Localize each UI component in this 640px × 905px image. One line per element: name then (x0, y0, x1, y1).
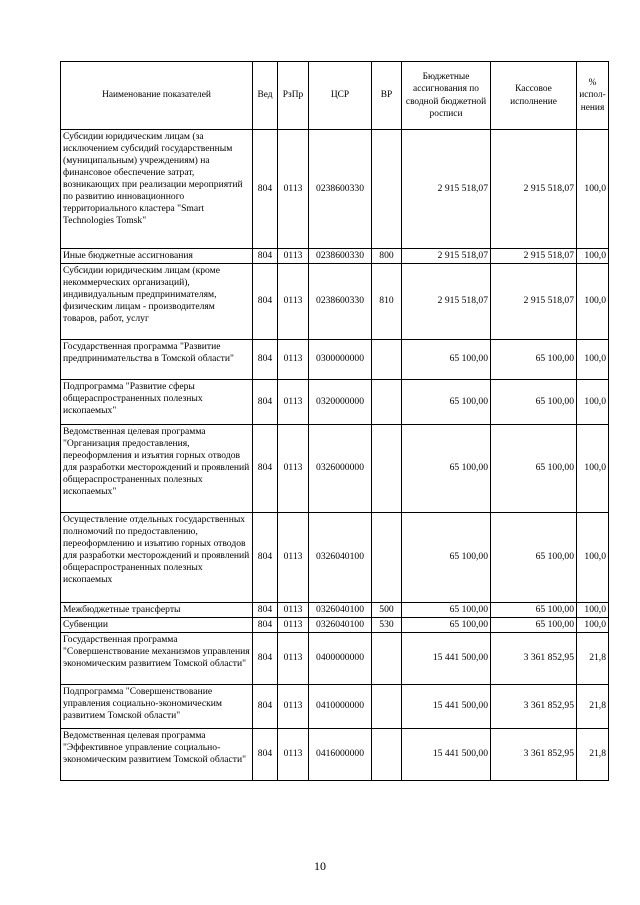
row-percent: 100,0 (577, 512, 609, 602)
row-cash: 65 100,00 (491, 512, 577, 602)
row-rzpr: 0113 (278, 617, 309, 632)
row-percent: 100,0 (577, 130, 609, 249)
header-csr: ЦСР (309, 62, 372, 130)
row-csr: 0326040100 (309, 602, 372, 617)
table-row (61, 617, 609, 632)
row-rzpr: 0113 (278, 130, 309, 249)
row-rzpr: 0113 (278, 263, 309, 339)
row-ved: 804 (253, 424, 278, 512)
row-csr: 0320000000 (309, 379, 372, 424)
row-vr (372, 130, 402, 249)
row-cash: 65 100,00 (491, 602, 577, 617)
row-budget: 2 915 518,07 (402, 249, 491, 264)
row-budget: 2 915 518,07 (402, 130, 491, 249)
row-vr: 800 (372, 249, 402, 264)
row-rzpr: 0113 (278, 512, 309, 602)
row-ved: 804 (253, 728, 278, 780)
row-percent: 21,8 (577, 728, 609, 780)
row-name: Государственная программа "Совершенствование механизмов управления экономическим развитием Томской области" (61, 632, 253, 684)
row-name: Подпрограмма "Совершенствование управления социально-экономическим развитием Томской области" (61, 684, 253, 728)
row-vr (372, 728, 402, 780)
header-ved: Вед (253, 62, 278, 130)
row-csr: 0326000000 (309, 424, 372, 512)
table-row (61, 684, 609, 728)
row-rzpr: 0113 (278, 424, 309, 512)
row-name: Субвенции (61, 617, 253, 632)
row-rzpr: 0113 (278, 684, 309, 728)
row-csr: 0410000000 (309, 684, 372, 728)
row-ved: 804 (253, 339, 278, 379)
row-budget: 65 100,00 (402, 617, 491, 632)
header-vr: ВР (372, 62, 402, 130)
table-row (61, 602, 609, 617)
row-vr (372, 339, 402, 379)
row-vr: 500 (372, 602, 402, 617)
table-row (61, 632, 609, 684)
row-csr: 0238600330 (309, 263, 372, 339)
table-row (61, 424, 609, 512)
row-cash: 65 100,00 (491, 379, 577, 424)
table-row (61, 512, 609, 602)
row-name: Ведомственная целевая программа "Организация предоставления, переоформления и изъятия горных отводов для разработки месторождений и проявлений общераспространенных полезных ископаемых" (61, 424, 253, 512)
row-percent: 21,8 (577, 684, 609, 728)
row-ved: 804 (253, 512, 278, 602)
header-percent: % испол-нения (577, 62, 609, 130)
row-budget: 65 100,00 (402, 602, 491, 617)
row-ved: 804 (253, 249, 278, 264)
row-ved: 804 (253, 379, 278, 424)
row-name: Субсидии юридическим лицам (кроме некоммерческих организаций), индивидуальным предпринимателям, физическим лицам - производителям товаров, работ, услуг (61, 263, 253, 339)
row-name: Межбюджетные трансферты (61, 602, 253, 617)
row-cash: 65 100,00 (491, 617, 577, 632)
row-percent: 100,0 (577, 263, 609, 339)
row-percent: 21,8 (577, 632, 609, 684)
row-csr: 0326040100 (309, 512, 372, 602)
row-cash: 2 915 518,07 (491, 249, 577, 264)
row-cash: 3 361 852,95 (491, 728, 577, 780)
table-row (61, 339, 609, 379)
row-cash: 65 100,00 (491, 424, 577, 512)
row-rzpr: 0113 (278, 249, 309, 264)
row-name: Подпрограмма "Развитие сферы общераспространенных полезных ископаемых" (61, 379, 253, 424)
row-name: Осуществление отдельных государственных полномочий по предоставлению, переоформлению и изъятию горных отводов для разработки месторождений и проявлений общераспространенных полезных ископаемых (61, 512, 253, 602)
row-csr: 0326040100 (309, 617, 372, 632)
row-csr: 0400000000 (309, 632, 372, 684)
row-budget: 65 100,00 (402, 424, 491, 512)
table-row (61, 728, 609, 780)
row-vr: 530 (372, 617, 402, 632)
table-row (61, 130, 609, 249)
row-vr (372, 512, 402, 602)
row-csr: 0300000000 (309, 339, 372, 379)
row-vr (372, 684, 402, 728)
row-budget: 15 441 500,00 (402, 728, 491, 780)
page-number: 10 (314, 859, 326, 873)
row-csr: 0238600330 (309, 130, 372, 249)
table-row (61, 263, 609, 339)
row-rzpr: 0113 (278, 379, 309, 424)
row-rzpr: 0113 (278, 339, 309, 379)
table-row (61, 249, 609, 264)
row-rzpr: 0113 (278, 602, 309, 617)
row-vr (372, 379, 402, 424)
row-cash: 65 100,00 (491, 339, 577, 379)
row-ved: 804 (253, 263, 278, 339)
header-cash: Кассовое исполнение (491, 62, 577, 130)
row-budget: 15 441 500,00 (402, 684, 491, 728)
row-name: Иные бюджетные ассигнования (61, 249, 253, 264)
row-rzpr: 0113 (278, 728, 309, 780)
row-ved: 804 (253, 602, 278, 617)
header-name: Наименование показателей (61, 62, 253, 130)
row-csr: 0416000000 (309, 728, 372, 780)
row-vr (372, 632, 402, 684)
row-ved: 804 (253, 632, 278, 684)
row-budget: 15 441 500,00 (402, 632, 491, 684)
row-percent: 100,0 (577, 379, 609, 424)
row-percent: 100,0 (577, 602, 609, 617)
row-vr (372, 424, 402, 512)
row-budget: 65 100,00 (402, 379, 491, 424)
row-ved: 804 (253, 684, 278, 728)
row-percent: 100,0 (577, 424, 609, 512)
table-row (61, 379, 609, 424)
row-name: Ведомственная целевая программа "Эффективное управление социально-экономическим развитием Томской области" (61, 728, 253, 780)
row-percent: 100,0 (577, 617, 609, 632)
row-cash: 2 915 518,07 (491, 130, 577, 249)
budget-execution-table (60, 61, 609, 781)
row-cash: 3 361 852,95 (491, 684, 577, 728)
header-budget: Бюджетные ассигнования по сводной бюджетной росписи (402, 62, 491, 130)
row-budget: 2 915 518,07 (402, 263, 491, 339)
row-percent: 100,0 (577, 249, 609, 264)
row-name: Государственная программа "Развитие предпринимательства в Томской области" (61, 339, 253, 379)
row-budget: 65 100,00 (402, 512, 491, 602)
row-vr: 810 (372, 263, 402, 339)
row-budget: 65 100,00 (402, 339, 491, 379)
row-cash: 3 361 852,95 (491, 632, 577, 684)
row-name: Субсидии юридическим лицам (за исключением субсидий государственным (муниципальным) учреждениям) на финансовое обеспечение затрат, возникающих при реализации мероприятий по развитию инновационного территориального кластера "Smart Technologies Tomsk" (61, 130, 253, 249)
row-cash: 2 915 518,07 (491, 263, 577, 339)
row-percent: 100,0 (577, 339, 609, 379)
row-csr: 0238600330 (309, 249, 372, 264)
row-rzpr: 0113 (278, 632, 309, 684)
row-ved: 804 (253, 617, 278, 632)
row-ved: 804 (253, 130, 278, 249)
header-rzpr: РзПр (278, 62, 309, 130)
